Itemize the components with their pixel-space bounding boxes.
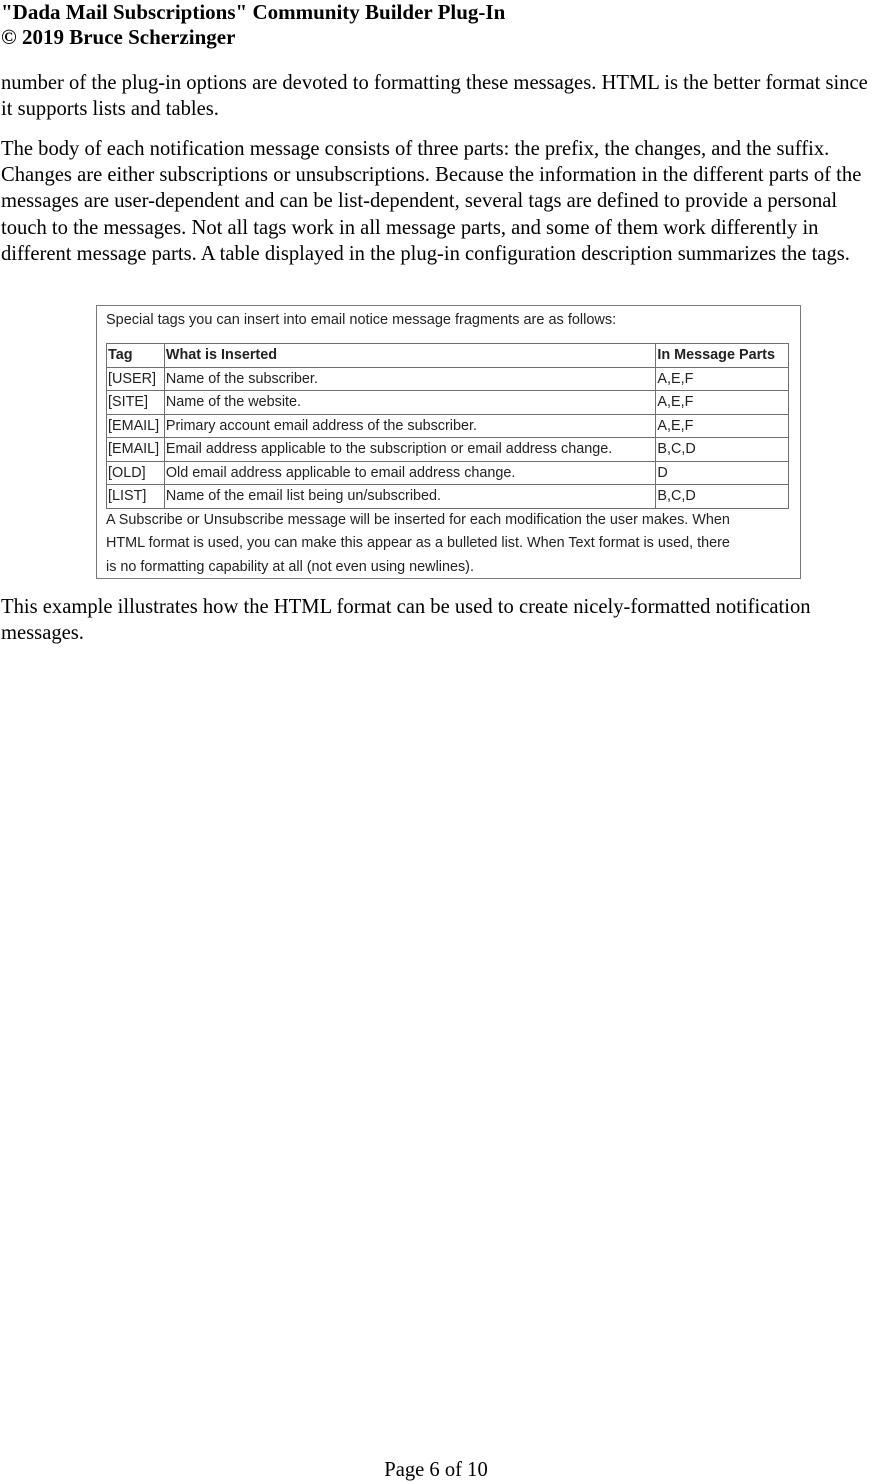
tags-note bbox=[106, 509, 798, 579]
table-row bbox=[107, 414, 789, 438]
copyright-line: © 2019 Bruce Scherzinger bbox=[1, 25, 236, 49]
table-row bbox=[107, 438, 789, 462]
parts-cell: A,E,F bbox=[656, 414, 789, 438]
tags-intro-text: Special tags you can insert into email notice message fragments are as follows: bbox=[106, 312, 617, 328]
column-header-message-parts: In Message Parts bbox=[656, 344, 789, 368]
document-title: "Dada Mail Subscriptions" Community Builder Plug-In bbox=[1, 0, 506, 24]
paragraph-message-body: The body of each notification message consists of three parts: the prefix, the changes, and the suffix. Changes are either subscriptions or unsubscriptions. Because the information in the different parts of the messages are user-dependent and can be list-dependent, several tags are defined to provide a personal touch to the messages. Not all tags work in all message parts, and some of them work differently in different message parts. A table displayed in the plug-in configuration description summarizes the tags. bbox=[1, 138, 862, 265]
parts-cell: D bbox=[656, 461, 789, 485]
inserted-cell: Primary account email address of the subscriber. bbox=[164, 414, 656, 438]
tag-cell: [SITE] bbox=[107, 391, 165, 415]
table-header-row bbox=[107, 344, 789, 368]
tag-cell: [LIST] bbox=[107, 485, 165, 509]
paragraph-formatting: number of the plug-in options are devoted to formatting these messages. HTML is the better format since it supports lists and tables. bbox=[1, 72, 868, 121]
paragraph-example: This example illustrates how the HTML format can be used to create nicely-formatted notification messages. bbox=[1, 596, 811, 645]
tags-note-line: A Subscribe or Unsubscribe message will be inserted for each modification the user makes. When bbox=[106, 512, 730, 528]
inserted-cell: Name of the website. bbox=[164, 391, 656, 415]
table-row bbox=[107, 367, 789, 391]
tags-table-screenshot bbox=[96, 305, 801, 579]
parts-cell: A,E,F bbox=[656, 367, 789, 391]
page-number: Page 6 of 10 bbox=[384, 1459, 488, 1481]
document-header bbox=[1, 0, 505, 50]
table-row bbox=[107, 391, 789, 415]
tags-note-line: HTML format is used, you can make this appear as a bulleted list. When Text format is used, there bbox=[106, 535, 730, 552]
parts-cell: B,C,D bbox=[656, 485, 789, 509]
inserted-cell: Old email address applicable to email address change. bbox=[164, 461, 656, 485]
tag-cell: [OLD] bbox=[107, 461, 165, 485]
tag-cell: [USER] bbox=[107, 367, 165, 391]
tags-table bbox=[106, 343, 789, 509]
inserted-cell: Email address applicable to the subscription or email address change. bbox=[164, 438, 656, 462]
inserted-cell: Name of the subscriber. bbox=[164, 367, 656, 391]
tag-cell: [EMAIL] bbox=[107, 438, 165, 462]
inserted-cell: Name of the email list being un/subscribed. bbox=[164, 485, 656, 509]
parts-cell: A,E,F bbox=[656, 391, 789, 415]
column-header-tag: Tag bbox=[107, 344, 165, 368]
tags-note-line: is no formatting capability at all (not even using newlines). bbox=[106, 558, 474, 575]
table-row bbox=[107, 461, 789, 485]
tag-cell: [EMAIL] bbox=[107, 414, 165, 438]
table-row bbox=[107, 485, 789, 509]
column-header-what-inserted: What is Inserted bbox=[164, 344, 656, 368]
parts-cell: B,C,D bbox=[656, 438, 789, 462]
